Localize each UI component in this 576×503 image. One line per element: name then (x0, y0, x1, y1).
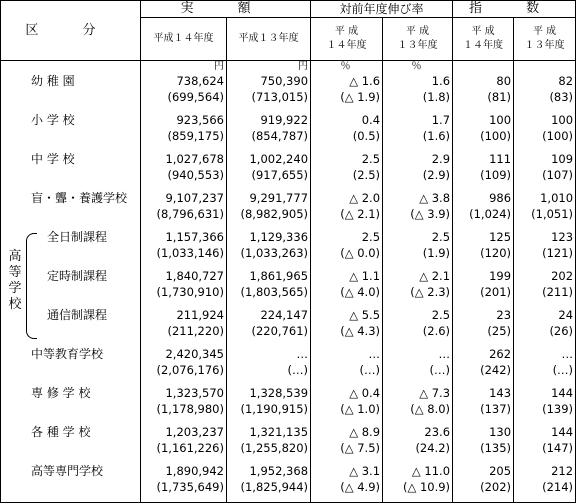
cell-value: △ 7.3 (△ 8.0) (383, 385, 453, 424)
unit-label (1, 61, 141, 74)
row-label-text: 高等専門学校 (31, 464, 104, 478)
cell-value: △ 2.1 (△ 2.3) (383, 268, 453, 307)
cell-value: 919,922 (854,787) (227, 112, 311, 151)
subheader-1: 平成１３年度 (227, 18, 311, 61)
cell-value: 1,861,965 (1,803,565) (227, 268, 311, 307)
table-row (1, 307, 576, 346)
table-row (1, 112, 576, 151)
cell-value: 1.6 (1.8) (383, 73, 453, 112)
table-row (1, 463, 576, 503)
cell-value: 144 (139) (514, 385, 576, 424)
row-label (1, 424, 141, 463)
cell-value: 211,924 (211,220) (141, 307, 227, 346)
cell-value: △ 3.1 (△ 4.9) (311, 463, 383, 503)
table-row (1, 424, 576, 463)
cell-value: 9,291,777 (8,982,905) (227, 190, 311, 229)
cell-value: 111 (109) (453, 151, 514, 190)
row-label-text: 幼 稚 園 (31, 74, 75, 88)
subheader-5: 平 成 １３年度 (514, 18, 576, 61)
table-row (1, 385, 576, 424)
cell-value: 205 (202) (453, 463, 514, 503)
row-label-text: 各 種 学 校 (31, 425, 91, 439)
cell-value: 2.9 (2.9) (383, 151, 453, 190)
unit-3: ％ (383, 61, 453, 74)
group-brace (26, 233, 37, 339)
cell-value: △ 8.9 (△ 7.5) (311, 424, 383, 463)
cell-value: △ 5.5 (△ 4.3) (311, 307, 383, 346)
cell-value: △ 1.6 (△ 1.9) (311, 73, 383, 112)
table-row (1, 151, 576, 190)
row-label (1, 463, 141, 503)
cell-value: 0.4 (0.5) (311, 112, 383, 151)
cell-value: 143 (137) (453, 385, 514, 424)
table-row (1, 346, 576, 385)
cell-value: 224,147 (220,761) (227, 307, 311, 346)
cell-value: 212 (214) (514, 463, 576, 503)
cell-value: 23.6 (24.2) (383, 424, 453, 463)
cell-value: 262 (242) (453, 346, 514, 385)
row-label-text: 専 修 学 校 (31, 386, 91, 400)
cell-value: 1,321,135 (1,255,820) (227, 424, 311, 463)
row-label-text: 盲・聾・養護学校 (31, 191, 128, 205)
row-label (1, 151, 141, 190)
table-row (1, 229, 576, 268)
cell-value: 986 (1,024) (453, 190, 514, 229)
cell-value: 109 (107) (514, 151, 576, 190)
cell-value: 1,323,570 (1,178,980) (141, 385, 227, 424)
row-label-text: 中等教育学校 (31, 347, 104, 361)
row-label (1, 112, 141, 151)
cell-value: 23 (25) (453, 307, 514, 346)
table-row (1, 73, 576, 112)
cell-value: … (…) (383, 346, 453, 385)
row-label-text: 通信制課程 (47, 308, 108, 322)
cell-value: … (…) (311, 346, 383, 385)
cell-value: 24 (26) (514, 307, 576, 346)
cell-value: 2.5 (2.5) (311, 151, 383, 190)
cell-value: 199 (201) (453, 268, 514, 307)
unit-4 (453, 61, 514, 74)
cell-value: … (…) (227, 346, 311, 385)
row-label-text: 全日制課程 (47, 230, 108, 244)
cell-value: 1,890,942 (1,735,649) (141, 463, 227, 503)
cell-value: 82 (83) (514, 73, 576, 112)
header-jitsugaku: 実 額 (141, 1, 311, 18)
table-row (1, 190, 576, 229)
cell-value: 1,203,237 (1,161,226) (141, 424, 227, 463)
cell-value: 125 (120) (453, 229, 514, 268)
cell-value: △ 1.1 (△ 4.0) (311, 268, 383, 307)
subheader-2: 平 成 １４年度 (311, 18, 383, 61)
cell-value: 2.5 (1.9) (383, 229, 453, 268)
cell-value: 144 (147) (514, 424, 576, 463)
subheader-3: 平 成 １３年度 (383, 18, 453, 61)
cell-value: 1,328,539 (1,190,915) (227, 385, 311, 424)
cell-value: 123 (121) (514, 229, 576, 268)
row-label (1, 190, 141, 229)
cell-value: 80 (81) (453, 73, 514, 112)
cell-value: 923,566 (859,175) (141, 112, 227, 151)
cell-value: △ 3.8 (△ 3.9) (383, 190, 453, 229)
subheader-4: 平 成 １４年度 (453, 18, 514, 61)
cell-value: 202 (211) (514, 268, 576, 307)
cell-value: 1,129,336 (1,033,263) (227, 229, 311, 268)
cell-value: 1,002,240 (917,655) (227, 151, 311, 190)
cell-value: △ 11.0 (△ 10.9) (383, 463, 453, 503)
row-label-text: 定時制課程 (47, 269, 108, 283)
unit-2: ％ (311, 61, 383, 74)
header-shisu: 指 数 (453, 1, 576, 18)
cell-value: 738,624 (699,564) (141, 73, 227, 112)
group-label: 高等学校 (8, 249, 22, 312)
cell-value: △ 2.0 (△ 2.1) (311, 190, 383, 229)
unit-row (1, 61, 576, 74)
cell-value: △ 0.4 (△ 1.0) (311, 385, 383, 424)
cell-value: 1,010 (1,051) (514, 190, 576, 229)
unit-5 (514, 61, 576, 74)
cell-value: 1,157,366 (1,033,146) (141, 229, 227, 268)
cell-value: 130 (135) (453, 424, 514, 463)
cell-value: 2,420,345 (2,076,176) (141, 346, 227, 385)
cell-value: 1.7 (1.6) (383, 112, 453, 151)
unit-1: 円 (227, 61, 311, 74)
cell-value: 1,952,368 (1,825,944) (227, 463, 311, 503)
cell-value: 1,027,678 (940,553) (141, 151, 227, 190)
cell-value: 100 (100) (453, 112, 514, 151)
cell-value: 2.5 (2.6) (383, 307, 453, 346)
cell-value: 750,390 (713,015) (227, 73, 311, 112)
subheader-0: 平成１４年度 (141, 18, 227, 61)
unit-0: 円 (141, 61, 227, 74)
row-label (1, 346, 141, 385)
row-label (1, 385, 141, 424)
cell-value: 9,107,237 (8,796,631) (141, 190, 227, 229)
header-kubun: 区 分 (1, 1, 141, 61)
table-row (1, 268, 576, 307)
row-label (1, 73, 141, 112)
cell-value: … (…) (514, 346, 576, 385)
header-nobi: 対前年度伸び率 (311, 1, 453, 18)
cell-value: 100 (100) (514, 112, 576, 151)
cell-value: 2.5 (△ 0.0) (311, 229, 383, 268)
row-label-text: 小 学 校 (31, 113, 75, 127)
cell-value: 1,840,727 (1,730,910) (141, 268, 227, 307)
row-label-text: 中 学 校 (31, 152, 75, 166)
